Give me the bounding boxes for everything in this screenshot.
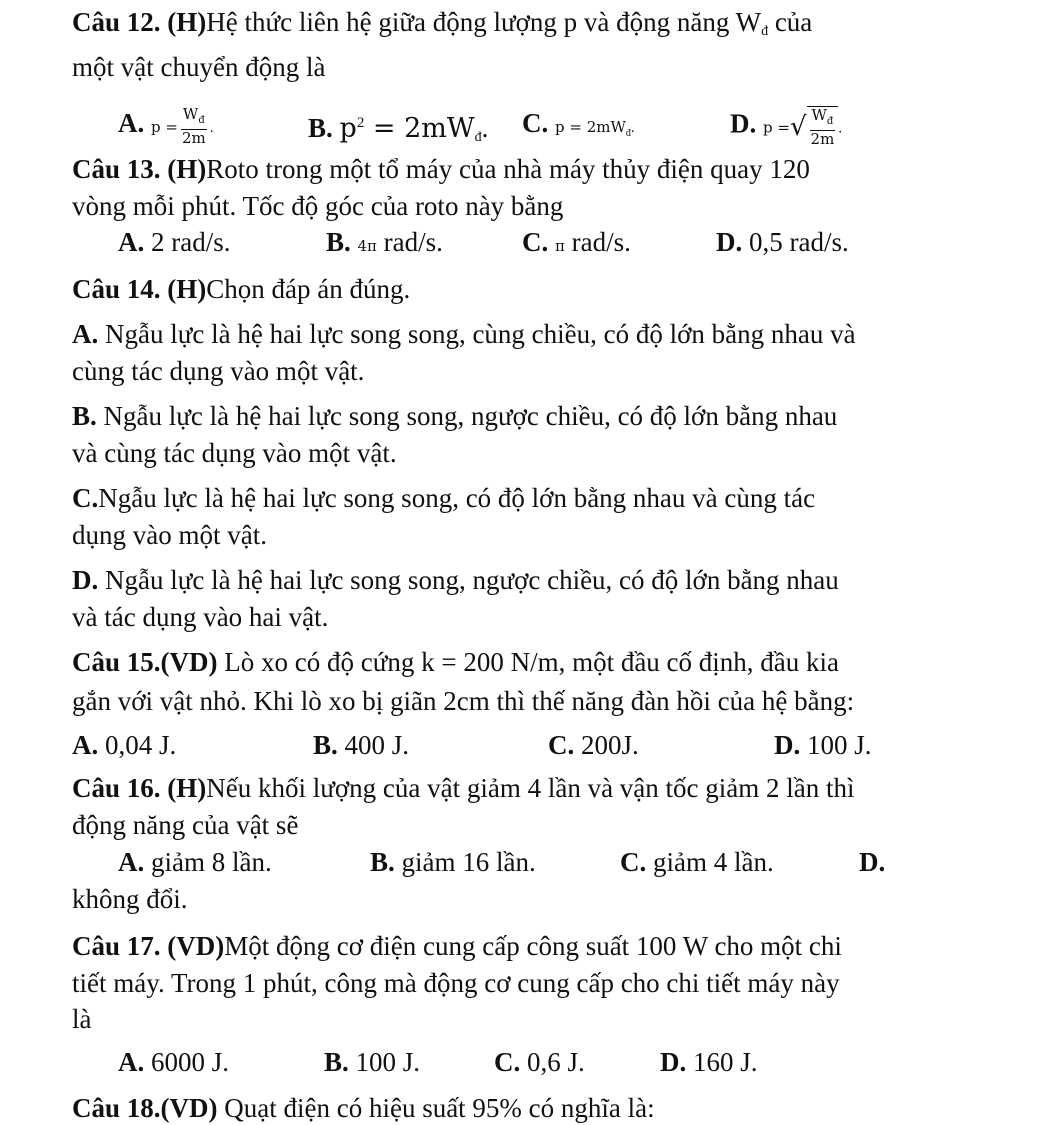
q12-option-d-numerator-sub: đ — [826, 116, 834, 127]
q15-title: Câu 15.(VD) — [72, 647, 218, 677]
q15-text-1: Lò xo có độ cứng k = 200 N/m, một đầu cố định, đầu kia — [217, 647, 840, 677]
q15-option-b-text: 400 J. — [337, 730, 410, 760]
q15-option-d[interactable] — [774, 728, 872, 762]
q13-line-1 — [72, 152, 810, 186]
q13-text-1: Roto trong một tổ máy của nhà máy thủy điện quay 120 — [206, 154, 810, 184]
q13-option-c-math: π — [555, 237, 565, 255]
q16-option-d-label[interactable] — [859, 845, 885, 879]
q14-option-d[interactable] — [72, 563, 839, 597]
q14-option-d-line-1: Ngẫu lực là hệ hai lực song song, ngược chiều, có độ lớn bằng nhau — [98, 565, 839, 595]
q12-option-a[interactable] — [118, 106, 213, 146]
q13-level: (H) — [167, 154, 207, 184]
q12-option-d[interactable] — [730, 106, 842, 147]
q15-options — [72, 728, 952, 762]
q16-option-b-label: B. — [370, 847, 395, 877]
q13-option-a-text: 2 rad/s. — [144, 227, 231, 257]
q17-title: Câu 17. — [72, 931, 161, 961]
q17-line-1 — [72, 929, 842, 963]
q15-option-c-text: 200J. — [574, 730, 639, 760]
q17-option-b-label: B. — [324, 1047, 349, 1077]
q12-option-c-sub: đ — [625, 128, 631, 139]
q13-option-d[interactable] — [716, 225, 849, 259]
q16-options — [118, 845, 968, 879]
q12-option-b-end: . — [481, 113, 489, 143]
q12-option-a-label: A. — [118, 108, 145, 139]
q12-text-1-end: của — [768, 7, 813, 37]
q13-option-b-label: B. — [326, 227, 351, 257]
q17-level: (VD) — [167, 931, 225, 961]
q16-option-d-label-text: D. — [859, 847, 886, 877]
q13-option-b-math: 4π — [357, 237, 377, 255]
q12-text-1-sub: đ — [761, 24, 769, 39]
q12-option-a-fraction — [180, 106, 208, 146]
q17-text-2: tiết máy. Trong 1 phút, công mà động cơ cung cấp cho chi tiết máy này — [72, 968, 840, 998]
q18-title: Câu 18.(VD) — [72, 1093, 218, 1123]
q15-option-a-label: A. — [72, 730, 99, 760]
q17-option-a-label: A. — [118, 1047, 145, 1077]
q13-option-c-text: rad/s. — [564, 227, 631, 257]
q14-option-c-line-1: Ngẫu lực là hệ hai lực song song, có độ lớn bằng nhau và cùng tác — [98, 483, 816, 513]
q12-line-1 — [72, 5, 812, 49]
q15-option-b-label: B. — [313, 730, 338, 760]
q14-title: Câu 14. — [72, 274, 161, 304]
q16-option-d-text[interactable]: không đổi. — [72, 884, 188, 914]
q17-option-d[interactable] — [660, 1045, 758, 1079]
q16-option-c-label: C. — [620, 847, 647, 877]
q15-line-1 — [72, 645, 839, 679]
q17-option-c[interactable] — [494, 1045, 585, 1079]
q16-option-b[interactable] — [370, 845, 536, 879]
q14-option-b[interactable] — [72, 399, 837, 433]
q14-option-d-line-2: và tác dụng vào hai vật. — [72, 602, 329, 632]
q16-option-a[interactable] — [118, 845, 272, 879]
q13-option-d-text: 0,5 rad/s. — [742, 227, 849, 257]
q12-option-d-denominator: 2m — [810, 130, 835, 148]
q17-option-b[interactable] — [324, 1045, 420, 1079]
q14-option-a-line-1: Ngẫu lực là hệ hai lực song song, cùng chiều, có độ lớn bằng nhau và — [98, 319, 856, 349]
q16-text-2: động năng của vật sẽ — [72, 810, 299, 840]
q13-option-c[interactable] — [522, 225, 631, 263]
q12-title: Câu 12. — [72, 7, 161, 37]
q12-text-2: một vật chuyển động là — [72, 52, 326, 82]
q16-option-b-text: giảm 16 lần. — [394, 847, 536, 877]
q14-option-c[interactable] — [72, 481, 815, 515]
q14-option-c-label: C. — [72, 483, 99, 513]
q13-options — [118, 225, 968, 259]
q14-option-a-label: A. — [72, 319, 99, 349]
q13-option-a-label: A. — [118, 227, 145, 257]
q16-option-c[interactable] — [620, 845, 774, 879]
q18-text-1: Quạt điện có hiệu suất 95% có nghĩa là: — [217, 1093, 655, 1123]
q13-option-b-text: rad/s. — [376, 227, 443, 257]
q14-option-b-label: B. — [72, 401, 97, 431]
q16-level: (H) — [167, 773, 207, 803]
q12-level: (H) — [167, 7, 207, 37]
q12-option-a-end: . — [209, 120, 214, 137]
q12-options — [118, 106, 968, 146]
q17-option-c-text: 0,6 J. — [520, 1047, 585, 1077]
q12-option-d-sqrt — [790, 106, 838, 147]
q12-option-c-label: C. — [522, 108, 549, 138]
q16-text-1: Nếu khối lượng của vật giảm 4 lần và vận tốc giảm 2 lần thì — [206, 773, 855, 803]
q12-option-b-exponent: 2 — [356, 115, 365, 131]
q13-text-2: vòng mỗi phút. Tốc độ góc của roto này bằng — [72, 191, 564, 221]
q14-option-a-line-2: cùng tác dụng vào một vật. — [72, 356, 365, 386]
q15-text-2: gắn với vật nhỏ. Khi lò xo bị giãn 2cm thì thế năng đàn hồi của hệ bằng: — [72, 686, 855, 716]
q17-option-d-text: 160 J. — [686, 1047, 758, 1077]
q14-text-1: Chọn đáp án đúng. — [206, 274, 411, 304]
q12-option-a-numerator-sub: đ — [198, 115, 205, 126]
q12-option-b-math: p — [339, 113, 357, 144]
q12-option-b-label: B. — [308, 113, 333, 143]
q14-option-b-line-1: Ngẫu lực là hệ hai lực song song, ngược chiều, có độ lớn bằng nhau — [96, 401, 838, 431]
q12-option-b-rhs: = 2mW — [364, 113, 475, 144]
q17-text-3: là — [72, 1004, 92, 1034]
q16-option-c-text: giảm 4 lần. — [646, 847, 774, 877]
q14-option-a[interactable] — [72, 317, 856, 351]
q13-option-a[interactable] — [118, 225, 230, 259]
q13-option-c-label: C. — [522, 227, 549, 257]
q12-option-c[interactable] — [522, 106, 635, 151]
q16-title: Câu 16. — [72, 773, 161, 803]
q12-option-d-numerator: W — [811, 106, 827, 124]
q12-option-a-numerator: W — [182, 105, 199, 123]
q15-option-c-label: C. — [548, 730, 575, 760]
q12-option-a-denominator: 2m — [181, 129, 206, 147]
q13-title: Câu 13. — [72, 154, 161, 184]
q12-option-d-end: . — [838, 120, 843, 137]
q15-option-a-text: 0,04 J. — [98, 730, 177, 760]
q17-text-1: Một động cơ điện cung cấp công suất 100 W cho một chi — [224, 931, 842, 961]
q12-option-a-lhs: p = — [151, 118, 178, 137]
q14-option-c-line-2: dụng vào một vật. — [72, 520, 267, 550]
q17-option-c-label: C. — [494, 1047, 521, 1077]
q17-option-d-label: D. — [660, 1047, 687, 1077]
q12-option-d-label: D. — [730, 108, 757, 139]
q16-line-1 — [72, 771, 855, 805]
q13-option-d-label: D. — [716, 227, 743, 257]
q14-option-b-line-2: và cùng tác dụng vào một vật. — [72, 438, 397, 468]
q14-option-d-label: D. — [72, 565, 99, 595]
q16-option-a-label: A. — [118, 847, 145, 877]
q15-option-a[interactable] — [72, 728, 176, 762]
sqrt-icon: √ — [789, 111, 807, 142]
q14-level: (H) — [167, 274, 207, 304]
q12-option-c-math: p = 2mW — [555, 118, 626, 136]
q16-option-a-text: giảm 8 lần. — [144, 847, 272, 877]
q13-option-b[interactable] — [326, 225, 443, 263]
q17-options — [118, 1045, 968, 1079]
q15-option-c[interactable] — [548, 728, 639, 762]
q15-option-d-text: 100 J. — [800, 730, 872, 760]
q17-option-a-text: 6000 J. — [144, 1047, 230, 1077]
q12-option-d-lhs: p = — [763, 118, 790, 137]
q17-option-b-text: 100 J. — [348, 1047, 421, 1077]
q12-option-b-sub: đ — [474, 130, 482, 145]
q12-option-c-end: . — [630, 120, 635, 136]
q14-line-1 — [72, 272, 410, 306]
q12-option-b[interactable] — [308, 106, 488, 155]
q17-option-a[interactable] — [118, 1045, 229, 1079]
q15-option-d-label: D. — [774, 730, 801, 760]
q15-option-b[interactable] — [313, 728, 409, 762]
q18-line-1 — [72, 1091, 655, 1125]
q12-text-1: Hệ thức liên hệ giữa động lượng p và động năng W — [206, 7, 762, 37]
